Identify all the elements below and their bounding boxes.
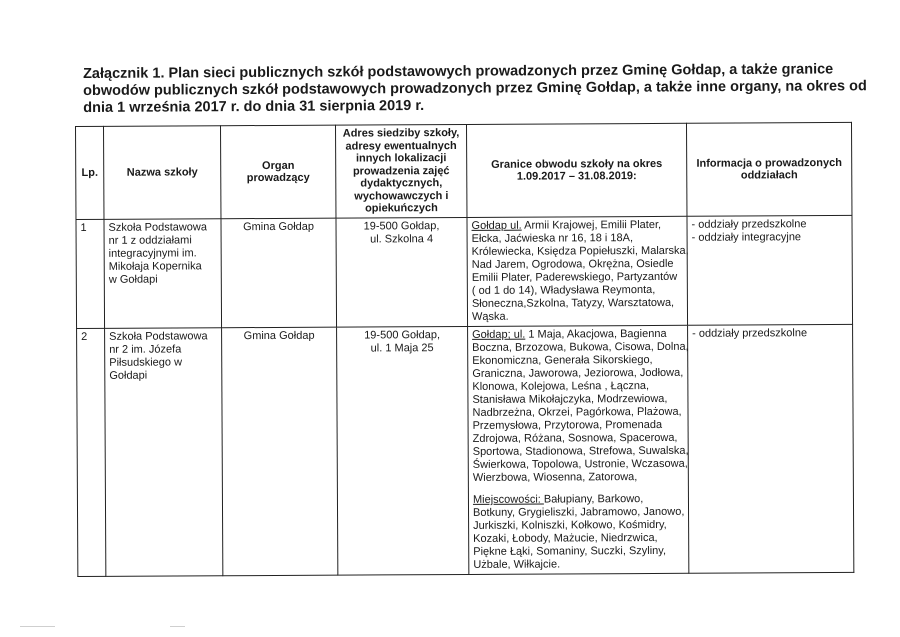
table-row	[76, 215, 853, 328]
table-header-row	[76, 122, 852, 219]
header-info: Informacja o prowadzonych oddziałach	[686, 122, 851, 216]
school-network-table	[75, 122, 854, 577]
row-number: 2	[77, 328, 106, 576]
title-line: dnia 1 września 2017 r. do dnia 31 sierpnia 2019 r.	[83, 97, 425, 116]
table-row	[77, 324, 854, 576]
villages-prefix: Miejscowości:	[472, 493, 544, 506]
scan-artifact-line	[20, 626, 55, 627]
school-address: 19-500 Gołdap, ul. 1 Maja 25	[337, 326, 469, 575]
district-boundaries: Gołdap ul. Armii Krajowej, Emilii Plater, Ełcka, Jaćwieska nr 16, 18 i 18A, Królewiecka, Księdza Popiełuszki, Malarska, Nad Jarem, Ogrodowa, Okrężna, Osiedle Emilii Plater, Paderewskiego, Partyzantów ( od 1 do 14), Władysława Reymonta, Słoneczna,Szkolna, Tatyzy, Warsztatowa, Wąska.	[467, 216, 688, 326]
school-name: Szkoła Podstawowa nr 2 im. Józefa Piłsudskiego w Gołdapi	[105, 328, 223, 577]
header-address: Adres siedziby szkoły, adresy ewentualnych innych lokalizacji prowadzenia zajęć dydaktycznych, wychowawczych i opiekuńczych	[335, 124, 466, 218]
school-name: Szkoła Podstawowa nr 1 z oddziałami integracyjnymi im. Mikołaja Kopernika w Gołdapi	[104, 219, 222, 329]
document-title	[83, 61, 867, 117]
district-prefix: Gołdap; ul.	[472, 328, 526, 341]
governing-body: Gmina Gołdap	[222, 327, 338, 576]
title-line: obwodów publicznych szkół podstawowych prowadzonych przez Gminę Gołdap, a także inne organy, na okres od	[83, 78, 867, 99]
header-school-name: Nazwa szkoły	[104, 126, 221, 220]
header-district: Granice obwodu szkoły na okres 1.09.2017 – 31.08.2019:	[466, 123, 686, 217]
scan-artifact-line	[170, 626, 185, 627]
header-lp: Lp.	[76, 126, 104, 219]
class-info: - oddziały przedszkolne	[688, 324, 854, 573]
class-info: - oddziały przedszkolne - oddziały integracyjne	[687, 215, 853, 325]
governing-body: Gmina Gołdap	[221, 218, 337, 328]
title-line: Załącznik 1. Plan sieci publicznych szkół podstawowych prowadzonych przez Gminę Gołdap, a także granice	[83, 61, 834, 82]
school-address: 19-500 Gołdap, ul. Szkolna 4	[336, 217, 468, 327]
header-organ: Organ prowadzący	[221, 125, 336, 219]
district-prefix: Gołdap ul.	[471, 219, 522, 232]
district-boundaries: Gołdap; ul. 1 Maja, Akacjowa, Bagienna Boczna, Brzozowa, Bukowa, Cisowa, Dolna, Ekonomiczna, Generała Sikorskiego, Graniczna, Jaworowa, Jeziorowa, Jodłowa, Klonowa, Kolejowa, Leśna , Łączna, Stanisława Mikołajczyka, Modrzewiowa, Nadbrzeżna, Okrzei, Pagórkowa, Plażowa, Przemysłowa, Przytorowa, Promenada Zdrojowa, Różana, Sosnowa, Spacerowa, Sportowa, Stadionowa, Strefowa, Suwalska, Świerkowa, Topolowa, Ustronie, Wczasowa, Wierzbowa, Wiosenna, Zatorowa, Miejscowości: Bałupiany, Barkowo, Botkuny, Grygieliszki, Jabramowo, Janowo, Jurkiszki, Kolniszki, Kołkowo, Kośmidry, Kozaki, Łobody, Mażucie, Niedrzwica, Piękne Łąki, Somaniny, Suczki, Szyliny, Użbale, Wiłkajcie.	[468, 325, 689, 574]
row-number: 1	[76, 219, 105, 328]
